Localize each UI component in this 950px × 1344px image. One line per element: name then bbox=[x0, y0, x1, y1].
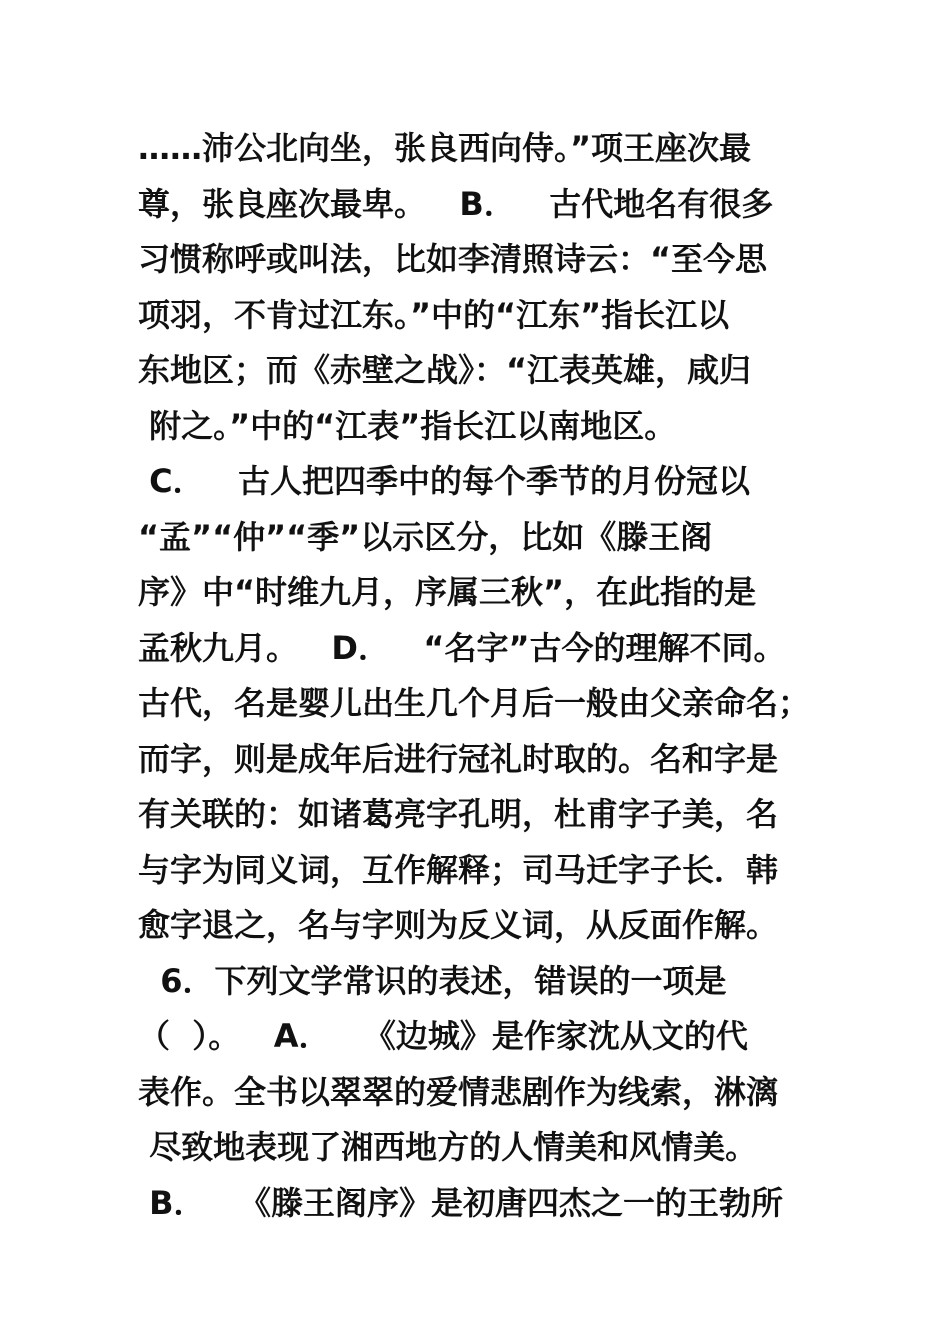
text-line: 表作。全书以翠翠的爱情悲剧作为线索，淋漓 bbox=[138, 1073, 779, 1111]
text-line: 东地区；而《赤壁之战》：“江表英雄，咸归 bbox=[138, 351, 752, 389]
text-line: 习惯称呼或叫法，比如李清照诗云：“至今思 bbox=[138, 240, 768, 278]
text-line: 6．下列文学常识的表述，错误的一项是 bbox=[138, 962, 727, 1000]
text-line: 孟秋九月。 D． “名字”古今的理解不同。 bbox=[138, 629, 786, 667]
text-line: 古代，名是婴儿出生几个月后一般由父亲命名； bbox=[138, 684, 811, 722]
text-line: ……沛公北向坐，张良西向侍。”项王座次最 bbox=[138, 129, 752, 167]
text-line: C． 古人把四季中的每个季节的月份冠以 bbox=[138, 462, 751, 500]
text-line: 序》中“时维九月，序属三秋”，在此指的是 bbox=[138, 573, 757, 611]
text-line: 附之。”中的“江表”指长江以南地区。 bbox=[138, 407, 677, 445]
text-line: “孟”“仲”“季”以示区分，比如《滕王阁 bbox=[138, 518, 713, 556]
text-line: 尊，张良座次最卑。 B． 古代地名有很多 bbox=[138, 185, 774, 223]
text-line: 尽致地表现了湘西地方的人情美和风情美。 bbox=[138, 1128, 758, 1166]
text-line: 有关联的：如诸葛亮字孔明，杜甫字子美，名 bbox=[138, 795, 779, 833]
text-line: 愈字退之，名与字则为反义词，从反面作解。 bbox=[138, 906, 779, 944]
text-line: 而字，则是成年后进行冠礼时取的。名和字是 bbox=[138, 740, 779, 778]
text-line: （ ）。 A． 《边城》是作家沈从文的代 bbox=[138, 1017, 748, 1055]
text-line: 项羽，不肯过江东。”中的“江东”指长江以 bbox=[138, 296, 730, 334]
text-line: B． 《滕王阁序》是初唐四杰之一的王勃所 bbox=[138, 1184, 783, 1222]
text-line: 与字为同义词，互作解释；司马迁字子长．韩 bbox=[138, 851, 779, 889]
